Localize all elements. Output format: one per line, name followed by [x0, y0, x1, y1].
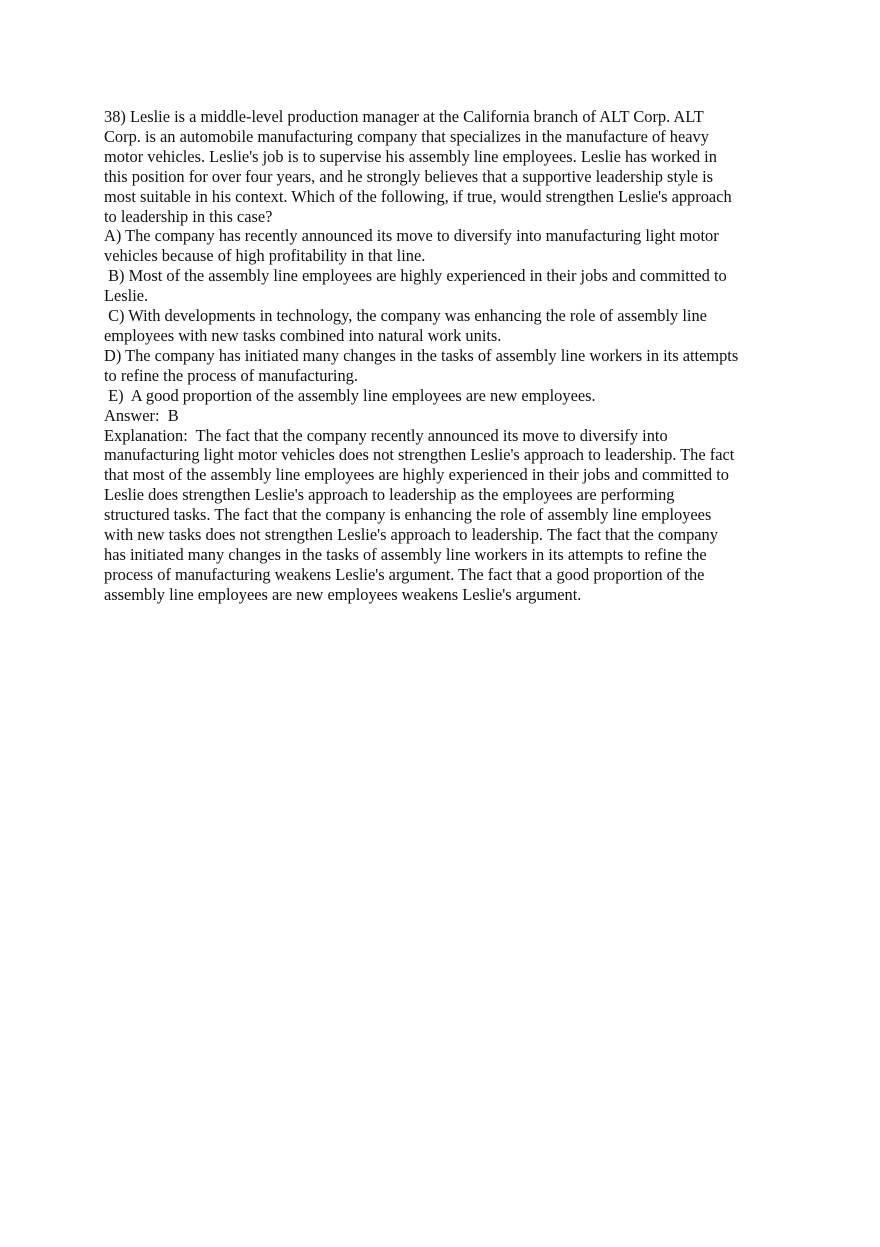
explanation-line: structured tasks. The fact that the company is enhancing the role of assembly line employees	[104, 505, 712, 525]
question-line: 38) Leslie is a middle-level production manager at the California branch of ALT Corp. ALT	[104, 107, 704, 126]
question-line: this position for over four years, and he strongly believes that a supportive leadership style is	[104, 166, 714, 186]
option-c-line: C) With developments in technology, the company was enhancing the role of assembly line	[104, 306, 707, 326]
explanation-line: manufacturing light motor vehicles does not strengthen Leslie's approach to leadership. The fact	[104, 445, 735, 465]
explanation-line: Explanation: The fact that the company recently announced its move to diversify into	[104, 425, 668, 445]
question-block	[104, 107, 784, 605]
explanation-line: Leslie does strengthen Leslie's approach to leadership as the employees are performing	[104, 485, 675, 505]
option-d	[104, 346, 784, 386]
answer-line: Answer: B	[104, 405, 179, 425]
explanation-line: process of manufacturing weakens Leslie's argument. The fact that a good proportion of the	[104, 564, 705, 584]
option-a	[104, 226, 784, 266]
option-d-line: to refine the process of manufacturing.	[104, 365, 358, 385]
option-e	[104, 386, 784, 406]
question-line: Corp. is an automobile manufacturing company that specializes in the manufacture of heavy	[104, 126, 709, 146]
question-line: to leadership in this case?	[104, 206, 273, 226]
explanation-line: assembly line employees are new employees weakens Leslie's argument.	[104, 584, 582, 604]
option-e-line: E) A good proportion of the assembly line employees are new employees.	[104, 385, 596, 405]
question-line: motor vehicles. Leslie's job is to supervise his assembly line employees. Leslie has worked in	[104, 146, 717, 166]
explanation-line: with new tasks does not strengthen Leslie's approach to leadership. The fact that the company	[104, 525, 718, 545]
question-line: most suitable in his context. Which of the following, if true, would strengthen Leslie's approach	[104, 186, 732, 206]
option-c-line: employees with new tasks combined into natural work units.	[104, 325, 502, 345]
option-d-line: D) The company has initiated many changes in the tasks of assembly line workers in its attempts	[104, 345, 739, 365]
option-b-line: B) Most of the assembly line employees are highly experienced in their jobs and committed to	[104, 266, 727, 286]
explanation	[104, 426, 784, 605]
option-b-line: Leslie.	[104, 286, 149, 306]
explanation-line: that most of the assembly line employees are highly experienced in their jobs and committed to	[104, 465, 729, 485]
answer	[104, 406, 784, 426]
question-stem	[104, 107, 784, 226]
explanation-line: has initiated many changes in the tasks of assembly line workers in its attempts to refine the	[104, 544, 707, 564]
option-a-line: A) The company has recently announced its move to diversify into manufacturing light motor	[104, 226, 719, 246]
option-c	[104, 306, 784, 346]
option-a-line: vehicles because of high profitability in that line.	[104, 246, 426, 266]
option-b	[104, 266, 784, 306]
